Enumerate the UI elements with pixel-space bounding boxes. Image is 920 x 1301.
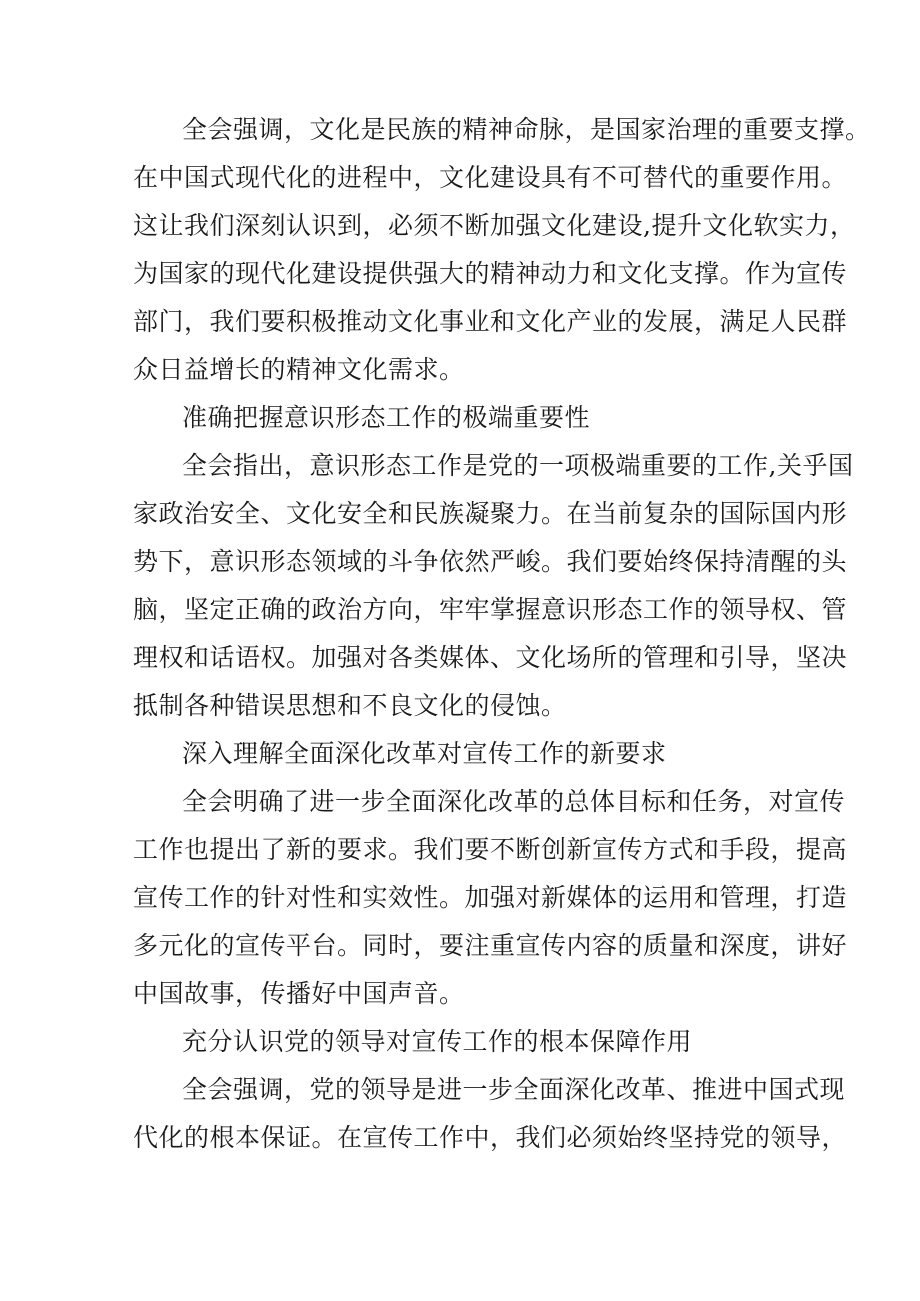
paragraph-3-line-5: 中国故事，传播好中国声音。 (133, 979, 465, 1008)
paragraph-4-line-2: 代化的根本保证。在宣传工作中，我们必须始终坚持党的领导， (133, 1123, 848, 1152)
paragraph-1-line-5: 部门，我们要积极推动文化事业和文化产业的发展，满足人民群 (133, 307, 848, 336)
section-heading-reform: 深入理解全面深化改革对宣传工作的新要求 (182, 739, 667, 768)
paragraph-2-line-2: 家政治安全、文化安全和民族凝聚力。在当前复杂的国际国内形 (133, 499, 848, 528)
paragraph-2-line-3: 势下，意识形态领域的斗争依然严峻。我们要始终保持清醒的头 (133, 547, 848, 576)
paragraph-2-line-1: 全会指出，意识形态工作是党的一项极端重要的工作,关乎国 (182, 451, 854, 480)
paragraph-1-line-1: 全会强调，文化是民族的精神命脉，是国家治理的重要支撑。 (182, 115, 871, 144)
paragraph-4-line-1: 全会强调，党的领导是进一步全面深化改革、推进中国式现 (182, 1075, 846, 1104)
paragraph-3-line-2: 工作也提出了新的要求。我们要不断创新宣传方式和手段，提高 (133, 835, 848, 864)
section-heading-party-leadership: 充分认识党的领导对宣传工作的根本保障作用 (182, 1027, 693, 1056)
paragraph-3-line-3: 宣传工作的针对性和实效性。加强对新媒体的运用和管理，打造 (133, 883, 848, 912)
paragraph-3-line-4: 多元化的宣传平台。同时，要注重宣传内容的质量和深度，讲好 (133, 931, 848, 960)
paragraph-1-line-3: 这让我们深刻认识到，必须不断加强文化建设,提升文化软实力， (133, 211, 856, 240)
paragraph-3-line-1: 全会明确了进一步全面深化改革的总体目标和任务，对宣传 (182, 787, 846, 816)
paragraph-1-line-4: 为国家的现代化建设提供强大的精神动力和文化支撑。作为宣传 (133, 259, 848, 288)
paragraph-1-line-6: 众日益增长的精神文化需求。 (133, 355, 465, 384)
paragraph-2-line-4: 脑，坚定正确的政治方向，牢牢掌握意识形态工作的领导权、管 (133, 595, 848, 624)
paragraph-1-line-2: 在中国式现代化的进程中，文化建设具有不可替代的重要作用。 (133, 163, 848, 192)
paragraph-2-line-6: 抵制各种错误思想和不良文化的侵蚀。 (133, 691, 567, 720)
paragraph-2-line-5: 理权和话语权。加强对各类媒体、文化场所的管理和引导，坚决 (133, 643, 848, 672)
section-heading-ideology: 准确把握意识形态工作的极端重要性 (182, 403, 591, 432)
